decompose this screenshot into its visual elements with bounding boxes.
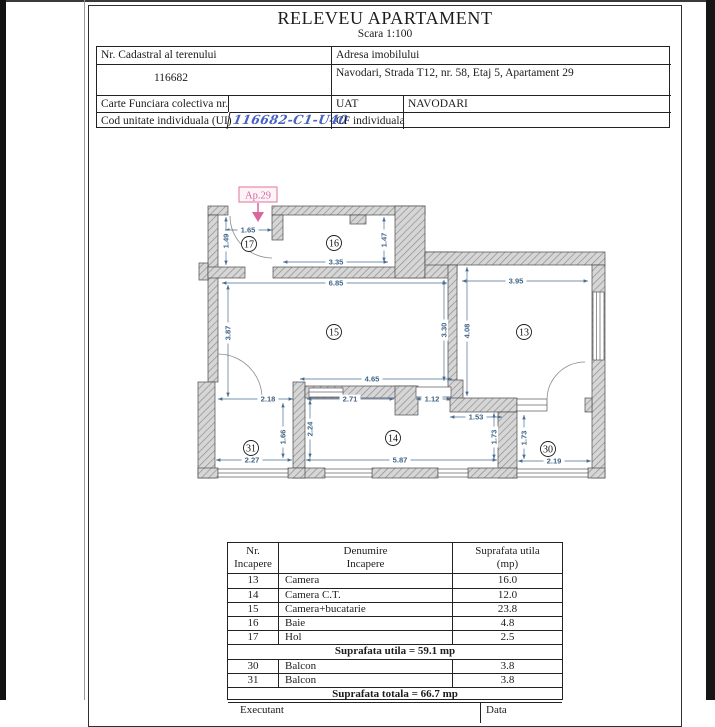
summary-table-header bbox=[228, 543, 562, 574]
room-number-label: 14 bbox=[388, 433, 398, 445]
table-cell: 30 bbox=[228, 660, 279, 673]
adresa-value: Navodari, Strada T12, nr. 58, Etaj 5, Apartament 29 bbox=[331, 64, 671, 95]
dimension bbox=[440, 280, 449, 381]
table-cell: 17 bbox=[228, 631, 279, 644]
room-rows bbox=[228, 574, 562, 644]
dimension-label: 1.66 bbox=[278, 429, 288, 445]
room-number bbox=[244, 441, 259, 456]
dimension bbox=[306, 456, 497, 465]
dimension bbox=[222, 279, 447, 288]
dimension bbox=[380, 217, 389, 262]
header-suprafata: Suprafata utila (mp) bbox=[475, 545, 540, 570]
nr-cadastral-value: 116682 bbox=[97, 64, 331, 95]
apartment-entrance-label bbox=[239, 187, 277, 222]
table-cell: 3.8 bbox=[500, 660, 515, 672]
dimension-label: 4.08 bbox=[462, 323, 472, 339]
table-cell: 23.8 bbox=[497, 603, 518, 615]
room-number-label: 31 bbox=[246, 443, 256, 455]
dimension bbox=[222, 217, 231, 265]
dimension-label: 3.95 bbox=[508, 276, 524, 286]
table-cell: 16 bbox=[228, 617, 279, 630]
table-row bbox=[228, 574, 562, 588]
dimension bbox=[518, 457, 591, 466]
dimension-label: 6.85 bbox=[328, 278, 344, 288]
dimension-label: 2.27 bbox=[244, 455, 260, 465]
table-row bbox=[228, 602, 562, 616]
table-cell: 4.8 bbox=[500, 617, 515, 629]
dimension bbox=[490, 413, 499, 459]
table-cell: 2.5 bbox=[500, 631, 515, 643]
dimension bbox=[300, 375, 452, 384]
room-number bbox=[517, 325, 532, 340]
table-row bbox=[228, 630, 562, 644]
entrance-arrow-icon bbox=[252, 212, 264, 222]
dimension bbox=[306, 400, 315, 458]
table-cell: Balcon bbox=[279, 674, 453, 687]
room-number bbox=[327, 236, 342, 251]
apartment-label: Ap.29 bbox=[245, 190, 271, 202]
room-number-label: 30 bbox=[543, 444, 553, 456]
balcony-rows bbox=[228, 659, 562, 687]
table-cell: 15 bbox=[228, 603, 279, 616]
nr-cadastral-label: Nr. Cadastral al terenului bbox=[101, 49, 217, 61]
cod-ui-label: Cod unitate individuala (UI) bbox=[97, 112, 228, 129]
page-subtitle: Scara 1:100 bbox=[357, 28, 413, 40]
carte-funciara-label: Carte Funciara colectiva nr. bbox=[97, 95, 228, 112]
room-number bbox=[242, 237, 257, 252]
page-title: RELEVEU APARTAMENT bbox=[277, 8, 493, 28]
dimension-label: 1.49 bbox=[221, 233, 231, 249]
table-cell: Camera+bucatarie bbox=[279, 603, 453, 616]
dimension bbox=[520, 415, 529, 459]
room-number bbox=[541, 442, 556, 457]
dimension-label: 2.24 bbox=[305, 421, 315, 437]
dimension-label: 1.73 bbox=[489, 429, 499, 445]
room-number-label: 15 bbox=[329, 327, 339, 339]
data-label: Data bbox=[486, 704, 507, 716]
table-cell: 31 bbox=[228, 674, 279, 687]
dimension-label: 4.65 bbox=[364, 374, 380, 384]
dimension bbox=[279, 403, 288, 458]
dimension-label: 1.12 bbox=[424, 394, 440, 404]
table-cell: Camera bbox=[279, 574, 453, 588]
room-number-label: 16 bbox=[329, 238, 339, 250]
dimension-label: 1.73 bbox=[519, 430, 529, 446]
dimension-label: 2.18 bbox=[260, 394, 276, 404]
summary-table bbox=[227, 542, 563, 716]
dimension-label: 3.30 bbox=[439, 322, 449, 338]
table-row bbox=[228, 616, 562, 630]
table-row bbox=[228, 588, 562, 602]
uat-value: NAVODARI bbox=[403, 95, 671, 112]
executant-data-row bbox=[228, 702, 562, 723]
dimension bbox=[463, 267, 472, 396]
walls bbox=[198, 206, 605, 478]
dimension-label: 1.53 bbox=[468, 412, 484, 422]
table-cell: 14 bbox=[228, 589, 279, 602]
table-cell: Balcon bbox=[279, 660, 453, 673]
dimension-label: 1.47 bbox=[379, 232, 389, 248]
executant-label: Executant bbox=[228, 703, 481, 723]
uat-label: UAT bbox=[331, 95, 403, 112]
table-cell: Hol bbox=[279, 631, 453, 644]
dimension-label: 1.65 bbox=[240, 225, 256, 235]
table-cell: 12.0 bbox=[497, 589, 518, 601]
dimension-label: 3.35 bbox=[328, 257, 344, 267]
total-row: Suprafata totala = 66.7 mp bbox=[228, 687, 562, 702]
dimension bbox=[283, 258, 388, 267]
table-row bbox=[228, 673, 562, 687]
dimension-label: 5.87 bbox=[392, 455, 408, 465]
dimension-label: 2.19 bbox=[546, 456, 562, 466]
room-number-label: 17 bbox=[244, 239, 254, 251]
dimension bbox=[224, 285, 233, 397]
dimension bbox=[216, 456, 292, 465]
room-number bbox=[386, 431, 401, 446]
header-nr-incapere: Nr. Incapere bbox=[228, 543, 279, 573]
table-row bbox=[228, 659, 562, 673]
table-cell: 13 bbox=[228, 574, 279, 588]
header-denumire: Denumire Incapere bbox=[279, 543, 453, 573]
table-cell: Baie bbox=[279, 617, 453, 630]
dimension bbox=[218, 395, 293, 404]
table-cell: 3.8 bbox=[500, 674, 515, 686]
dimension bbox=[462, 277, 588, 286]
room-number bbox=[327, 325, 342, 340]
room-number-label: 13 bbox=[519, 327, 529, 339]
cf-individuala-label: CF individuala bbox=[331, 112, 403, 129]
cod-ui-handwritten-value: 116682-C1-U40 bbox=[227, 112, 333, 129]
adresa-label: Adresa imobilului bbox=[331, 47, 671, 64]
dimension bbox=[225, 226, 272, 235]
table-cell: Camera C.T. bbox=[279, 589, 453, 602]
dimension-label: 2.71 bbox=[342, 394, 358, 404]
table-cell: 16.0 bbox=[497, 574, 518, 586]
subtotal-row: Suprafata utila = 59.1 mp bbox=[228, 644, 562, 659]
dimension-label: 3.87 bbox=[223, 325, 233, 341]
